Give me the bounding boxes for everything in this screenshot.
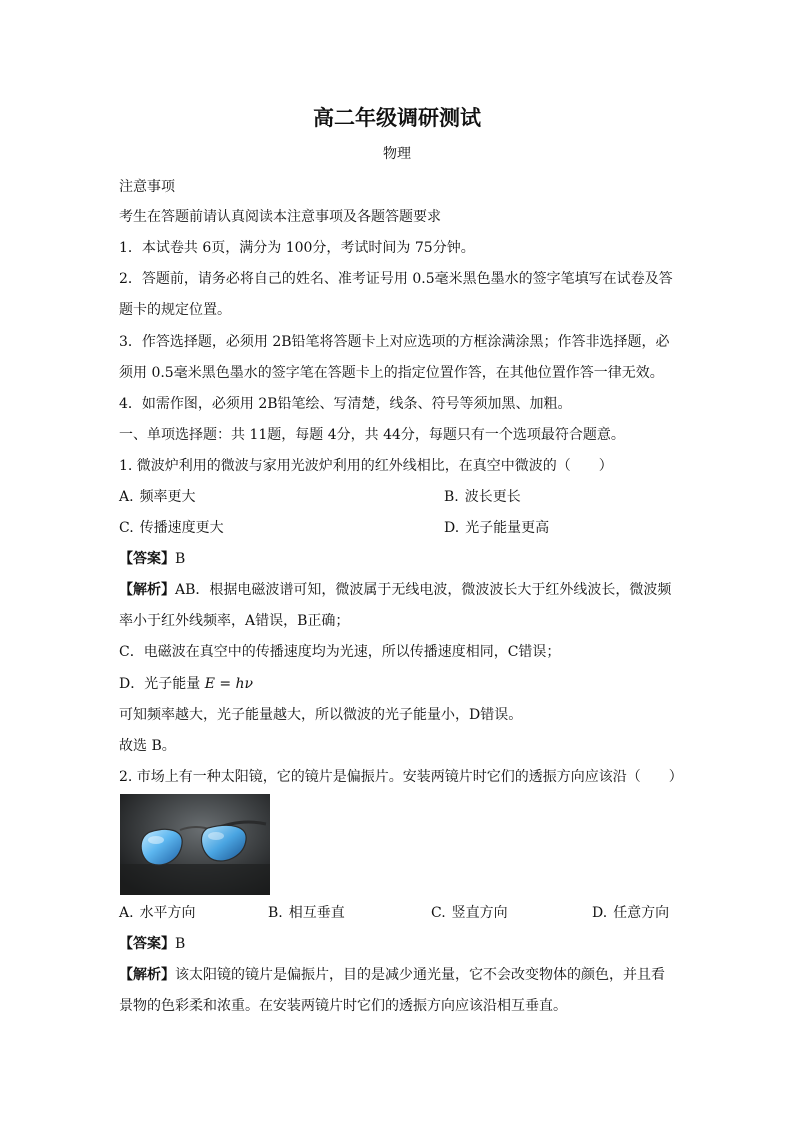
notice-heading: 注意事项 <box>119 179 175 195</box>
option-text: 水平方向 <box>139 905 196 921</box>
question-1-stem: 1. 微波炉利用的微波与家用光波炉利用的红外线相比，在真空中微波的（ ） <box>119 458 613 474</box>
answer-value: B <box>175 551 186 567</box>
photon-energy-formula: E = hν <box>204 676 254 692</box>
option-text: 波长更长 <box>464 489 521 505</box>
option-text: 传播速度更大 <box>139 520 224 536</box>
q1-answer <box>119 549 185 569</box>
answer-tag: 【答案】 <box>119 551 175 567</box>
analysis-text: 景物的色彩柔和浓重。在安装两镜片时它们的透振方向应该沿相互垂直。 <box>119 998 567 1014</box>
notice-intro: 考生在答题前请认真阅读本注意事项及各题答题要求 <box>119 209 441 225</box>
q1-analysis <box>119 580 671 600</box>
analysis-text: 该太阳镜的镜片是偏振片，目的是减少通光量，它不会改变物体的颜色，并且看 <box>175 967 665 983</box>
option-letter: A. <box>119 489 134 505</box>
q1-option-c <box>119 518 224 538</box>
notice-item: 3．作答选择题，必须用 2B铅笔将答题卡上对应选项的方框涂满涂黑；作答非选择题，必 <box>119 334 670 350</box>
analysis-text: AB．根据电磁波谱可知，微波属于无线电波，微波波长大于红外线波长，微波频 <box>175 582 672 598</box>
option-text: 频率更大 <box>139 489 196 505</box>
sunglasses-photo <box>120 794 270 895</box>
notice-item: 2．答题前，请务必将自己的姓名、准考证号用 0.5毫米黑色墨水的签字笔填写在试卷及答 <box>119 271 673 287</box>
analysis-tag: 【解析】 <box>119 582 175 598</box>
analysis-text: 可知频率越大，光子能量越大，所以微波的光子能量小，D错误。 <box>119 707 523 723</box>
analysis-text: 故选 B。 <box>119 738 176 754</box>
analysis-text: C．电磁波在真空中的传播速度均为光速，所以传播速度相同，C错误； <box>119 644 561 660</box>
notice-item: 1．本试卷共 6页，满分为 100分，考试时间为 75分钟。 <box>119 240 475 256</box>
q2-answer <box>119 934 185 954</box>
q2-option-c <box>431 903 508 923</box>
option-letter: C. <box>431 905 446 921</box>
answer-tag: 【答案】 <box>119 936 175 952</box>
option-text: 竖直方向 <box>451 905 508 921</box>
option-letter: B. <box>444 489 459 505</box>
q2-option-a <box>119 903 196 923</box>
answer-value: B <box>175 936 186 952</box>
analysis-text: D．光子能量 <box>119 676 205 692</box>
analysis-text: 率小于红外线频率，A错误，B正确； <box>119 613 350 629</box>
q2-option-b <box>268 903 345 923</box>
notice-item: 4．如需作图，必须用 2B铅笔绘、写清楚，线条、符号等须加黑、加粗。 <box>119 396 572 412</box>
question-2-stem: 2. 市场上有一种太阳镜，它的镜片是偏振片。安装两镜片时它们的透振方向应该沿（ ） <box>119 769 683 785</box>
option-text: 光子能量更高 <box>465 520 550 536</box>
exam-subject: 物理 <box>383 146 411 162</box>
notice-item: 题卡的规定位置。 <box>119 302 231 318</box>
option-letter: C. <box>119 520 134 536</box>
section-heading: 一、单项选择题：共 11题，每题 4分，共 44分，每题只有一个选项最符合题意。 <box>119 427 625 443</box>
q1-option-b <box>444 487 521 507</box>
exam-title: 高二年级调研测试 <box>313 106 481 130</box>
option-letter: D. <box>592 905 608 921</box>
q2-option-d <box>592 903 669 923</box>
option-letter: D. <box>444 520 460 536</box>
q2-analysis <box>119 965 665 985</box>
option-letter: A. <box>119 905 134 921</box>
analysis-formula-line <box>119 674 253 694</box>
analysis-tag: 【解析】 <box>119 967 175 983</box>
q1-option-d <box>444 518 549 538</box>
option-text: 任意方向 <box>613 905 670 921</box>
option-text: 相互垂直 <box>288 905 345 921</box>
notice-item: 须用 0.5毫米黑色墨水的签字笔在答题卡上的指定位置作答，在其他位置作答一律无效。 <box>119 365 664 381</box>
q1-option-a <box>119 487 196 507</box>
option-letter: B. <box>268 905 283 921</box>
